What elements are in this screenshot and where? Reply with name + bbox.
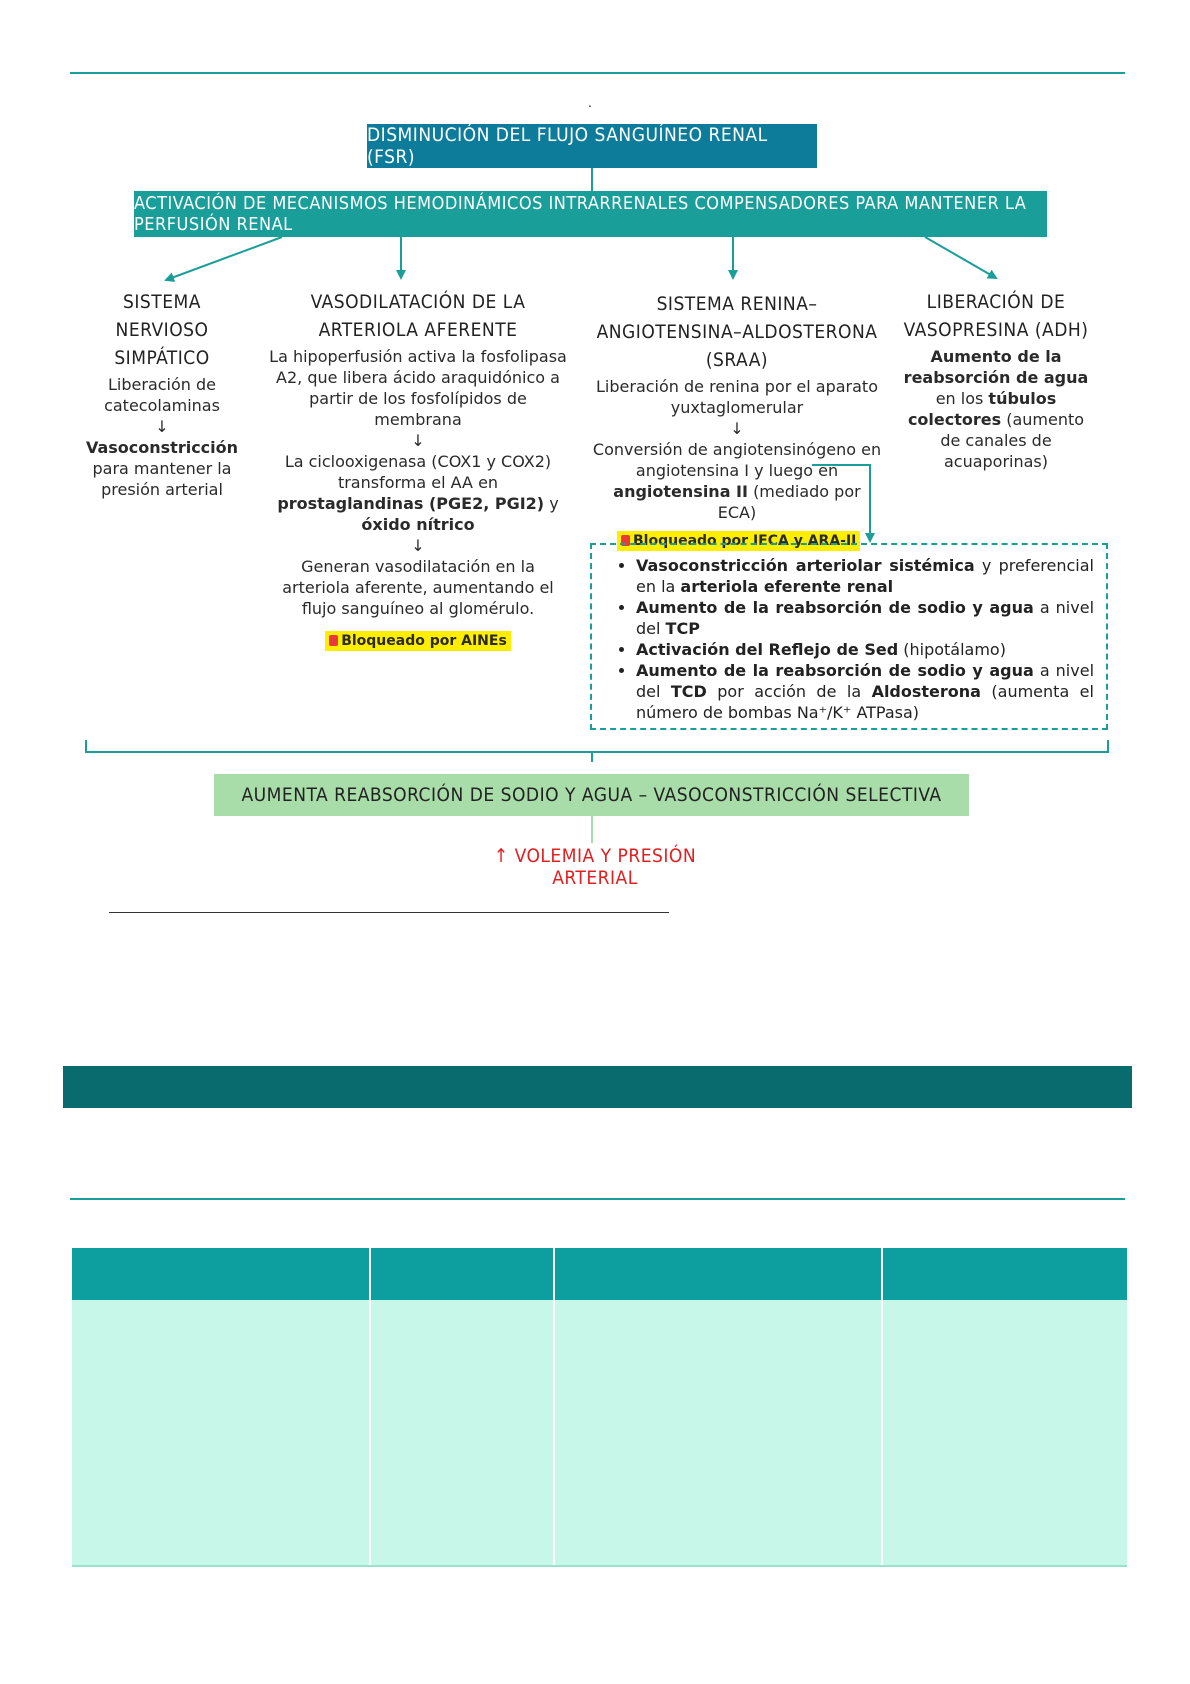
col2-p2 — [268, 451, 568, 535]
col4-title: LIBERACIÓN DE VASOPRESINA (ADH) — [903, 291, 1089, 341]
col3-p2-text: Conversión de angiotensinógeno en angiotensina I y luego en — [592, 440, 882, 480]
activation-text: ACTIVACIÓN DE MECANISMOS HEMODINÁMICOS INTRARRENALES COMPENSADORES PARA MANTENER LA PERFUSIÓN RENAL — [134, 193, 1027, 235]
col3-p2-bold: angiotensina II — [613, 482, 748, 501]
col1-arrow: ↓ — [155, 417, 169, 436]
table-header-cell — [882, 1248, 1127, 1300]
table-header-cell — [72, 1248, 370, 1300]
e1-bold1: Vasoconstricción arteriolar sistémica — [636, 556, 975, 575]
e4-end: (aumenta el número de bombas Na⁺/K⁺ ATPasa) — [636, 682, 1094, 722]
col2-p3: Generan vasodilatación en la arteriola aferente, aumentando el flujo sanguíneo al glomérulo. — [282, 557, 554, 618]
col2-arrow1: ↓ — [411, 431, 425, 450]
col1-line1: Liberación de catecolaminas — [104, 375, 220, 415]
col1-line2: para mantener la presión arterial — [92, 459, 232, 499]
data-table — [72, 1248, 1127, 1567]
col4-body — [896, 346, 1096, 472]
table-header-row — [72, 1248, 1127, 1300]
col2-p2-bold1: prostaglandinas (PGE2, PGI2) — [277, 494, 545, 513]
col1-bold: Vasoconstricción — [85, 438, 239, 457]
e2-bold2: TCP — [665, 619, 700, 638]
e4-bold3: Aldosterona — [871, 682, 981, 701]
e4-bold: Aumento de la reabsorción de sodio y agua — [636, 661, 1034, 680]
final-result: ↑ VOLEMIA Y PRESIÓN ARTERIAL — [493, 845, 697, 889]
e3-bold: Activación del Reflejo de Sed — [636, 640, 899, 659]
effects-box — [590, 543, 1108, 730]
table-cell — [370, 1300, 554, 1566]
e4-mid2: por acción de la — [717, 682, 862, 701]
arrow-to-col4 — [925, 237, 996, 278]
separator-line — [109, 912, 669, 913]
col2-title: VASODILATACIÓN DE LA ARTERIOLA AFERENTE — [310, 291, 526, 341]
warning-icon — [329, 635, 338, 646]
section-rule — [70, 1198, 1125, 1200]
col2-arrow2: ↓ — [411, 536, 425, 555]
table-cell — [554, 1300, 882, 1566]
col3-badge-text: Bloqueado por IECA y ARA-II — [633, 533, 857, 549]
e2-bold: Aumento de la reabsorción de sodio y agua — [636, 598, 1034, 617]
effect-item — [636, 639, 1094, 660]
col4-bold2: túbulos colectores — [907, 389, 1057, 429]
arrow-to-col1 — [166, 237, 282, 280]
col1-title: SISTEMA NERVIOSO SIMPÁTICO — [114, 291, 210, 369]
table-cell — [72, 1300, 370, 1566]
effect-item — [636, 555, 1094, 597]
brace — [86, 740, 1108, 762]
e4-mid: a nivel del — [636, 661, 1095, 701]
column-vasopressin — [896, 288, 1096, 472]
title-box — [367, 124, 817, 168]
col3-arrow: ↓ — [730, 419, 744, 438]
activation-box — [134, 191, 1047, 237]
col2-badge-text: Bloqueado por AINEs — [341, 633, 507, 649]
col2-p2-start: La ciclooxigenasa (COX1 y COX2) transforma el AA en — [284, 452, 552, 492]
col2-badge — [325, 631, 511, 651]
effect-item — [636, 597, 1094, 639]
col3-p2-end: (mediado por ECA) — [717, 482, 861, 522]
top-dot: . — [588, 96, 592, 110]
col3-p2 — [592, 439, 882, 523]
table-row — [72, 1300, 1127, 1566]
effect-item — [636, 660, 1094, 723]
col4-mid: en los — [935, 389, 984, 408]
col3-p1: Liberación de renina por el aparato yuxtaglomerular — [596, 377, 878, 417]
col4-end: (aumento de canales de acuaporinas) — [940, 410, 1085, 471]
e4-bold2: TCD — [670, 682, 707, 701]
column-sympathetic — [82, 288, 242, 500]
table-cell — [882, 1300, 1127, 1566]
e1-mid: y preferencial en la — [636, 556, 1094, 596]
result-box — [214, 774, 969, 816]
title-text: DISMINUCIÓN DEL FLUJO SANGUÍNEO RENAL (FSR) — [367, 124, 768, 168]
table-header-cell — [370, 1248, 554, 1300]
e1-bold2: arteriola eferente renal — [680, 577, 894, 596]
result-text: AUMENTA REABSORCIÓN DE SODIO Y AGUA – VASOCONSTRICCIÓN SELECTIVA — [241, 784, 942, 806]
e3-end: (hipotálamo) — [903, 640, 1006, 659]
col3-title: SISTEMA RENINA–ANGIOTENSINA–ALDOSTERONA (SRAA) — [596, 293, 878, 371]
col2-p2-bold2: óxido nítrico — [361, 515, 475, 534]
table-header-cell — [554, 1248, 882, 1300]
col2-p2-mid: y — [549, 494, 559, 513]
e2-mid: a nivel del — [636, 598, 1095, 638]
column-sraa — [592, 290, 882, 551]
col2-p1: La hipoperfusión activa la fosfolipasa A2, que libera ácido araquidónico a partir de los fosfolípidos de membrana — [269, 347, 567, 429]
col4-bold1: Aumento de la reabsorción de agua — [903, 347, 1089, 387]
column-vasodilation — [268, 288, 568, 651]
section-header-bar — [63, 1066, 1132, 1108]
